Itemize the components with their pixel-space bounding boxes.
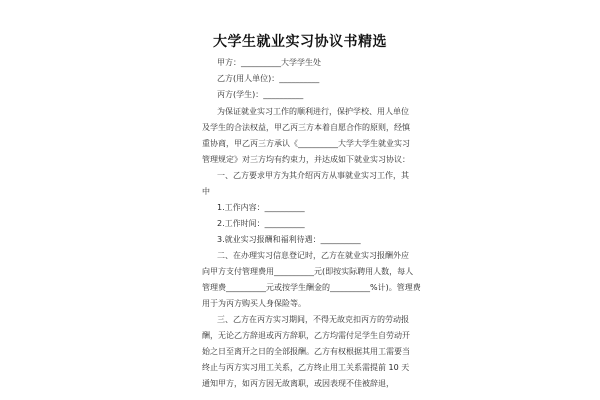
clause-two-line: 向甲方支付管理费用__________元(即按实际聘用人数，每人 bbox=[202, 267, 414, 276]
paragraph-line: 及学生的合法权益，甲乙丙三方本着自愿合作的原则，经慎 bbox=[202, 123, 410, 132]
party-c-line: 丙方(学生)：__________ bbox=[217, 90, 304, 99]
paragraph-line: 重协商，甲乙丙三方承认《__________大学大学生就业实习 bbox=[202, 139, 410, 148]
clause-three-line: 酬，无论乙方辞退或丙方辞职，乙方均需付足学生自劳动开 bbox=[202, 331, 410, 340]
clause-three-line: 通知甲方，如丙方因无故离职，或因表现不佳被辞退， bbox=[202, 379, 394, 388]
party-a-line: 甲方：__________大学学生处 bbox=[217, 58, 321, 67]
document-title: 大学生就业实习协议书精选 bbox=[213, 34, 387, 50]
clause-one-line: 中 bbox=[202, 187, 210, 196]
clause-three-line: 三、乙方在丙方实习期间，不得无故克扣丙方的劳动报 bbox=[217, 315, 409, 324]
party-b-line: 乙方(用人单位)：__________ bbox=[217, 74, 320, 83]
salary-line: 3.就业实习报酬和福利待遇：__________ bbox=[217, 235, 361, 244]
work-time-line: 2.工作时间：__________ bbox=[217, 219, 305, 228]
clause-two-line: 用于为丙方购买人身保险等。 bbox=[202, 299, 306, 308]
clause-three-line: 始之日至离开之日的全部报酬。乙方有权根据其用工需要当 bbox=[202, 347, 410, 356]
clause-two-line: 二、在办理实习信息登记时，乙方在就业实习报酬外应 bbox=[217, 251, 409, 260]
clause-one-line: 一、乙方要求甲方为其介绍丙方从事就业实习工作，其 bbox=[217, 171, 409, 180]
work-content-line: 1.工作内容：__________ bbox=[217, 203, 305, 212]
clause-three-line: 终止与丙方实习用工关系，乙方终止用工关系需提前 10 天 bbox=[202, 363, 410, 372]
paragraph-line: 为保证就业实习工作的顺利进行，保护学校、用人单位 bbox=[217, 107, 409, 116]
paragraph-line: 管理规定》对三方均有约束力，并达成如下就业实习协议： bbox=[202, 155, 410, 164]
clause-two-line: 管理费__________元或按学生酬金的__________%计)。管理费 bbox=[202, 283, 421, 292]
